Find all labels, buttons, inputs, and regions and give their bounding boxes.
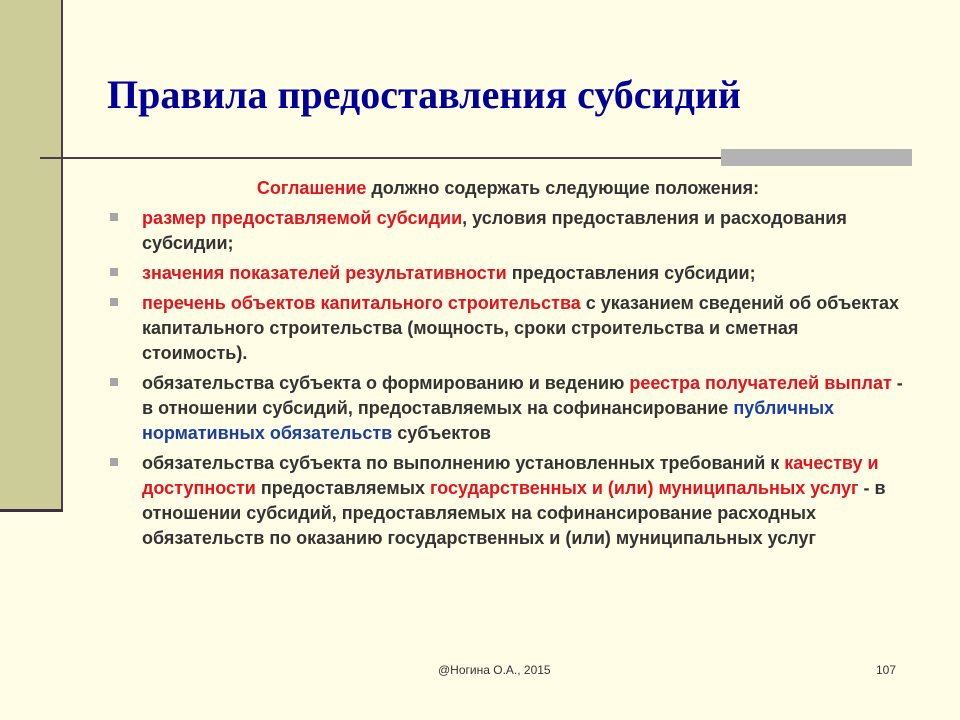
item-text: обязательства субъекта о формированию и ведению	[142, 373, 630, 393]
item-text: предоставления субсидии;	[506, 263, 756, 283]
lead-sentence	[108, 176, 908, 201]
item-text: предоставляемых	[255, 478, 431, 498]
bullet-square-icon	[110, 458, 118, 466]
item-highlight: перечень объектов капитального строительства	[142, 293, 581, 313]
bullet-square-icon	[110, 268, 118, 276]
item-text: - в отношении субсидий, предоставляемых на софинансирование	[142, 373, 903, 418]
lead-highlight: Соглашение	[256, 178, 367, 198]
item-highlight: качеству и доступности	[142, 453, 879, 498]
list-item	[108, 291, 908, 366]
list-item	[108, 206, 908, 256]
provisions-list	[108, 206, 908, 551]
item-text: обязательства субъекта по выполнению установленных требований к	[142, 453, 785, 473]
list-item	[108, 371, 908, 446]
bullet-square-icon	[110, 213, 118, 221]
item-text: - в отношении субсидий, предоставляемых на софинансирование расходных обязательств по оказанию государственных и (или) муниципальных услуг	[142, 478, 886, 548]
item-highlight-blue: публичных нормативных обязательств	[142, 398, 835, 443]
left-decor-bar	[0, 0, 63, 511]
title-divider-accent	[721, 149, 912, 166]
left-decor-bar-underline	[0, 509, 63, 512]
item-highlight: значения показателей результативности	[142, 263, 507, 283]
slide-title: Правила предоставления субсидий	[107, 72, 741, 117]
lead-rest: должно содержать следующие положения:	[366, 178, 760, 198]
item-highlight: размер предоставляемой субсидии	[142, 208, 463, 228]
page-number: 107	[876, 663, 897, 677]
item-text: с указанием сведений об объектах капитального строительства (мощность, сроки строительства и сметная стоимость).	[142, 293, 900, 363]
item-highlight: государственных и (или) муниципальных услуг	[430, 478, 859, 498]
bullet-square-icon	[110, 298, 118, 306]
slide-body	[108, 176, 908, 556]
item-text: субъектов	[392, 423, 491, 443]
slide-footer: @Ногина О.А., 2015	[438, 663, 551, 677]
item-highlight: реестра получателей выплат	[629, 373, 892, 393]
list-item	[108, 261, 908, 286]
bullet-square-icon	[110, 378, 118, 386]
list-item	[108, 451, 908, 551]
item-text: , условия предоставления и расходования субсидии;	[142, 208, 847, 253]
